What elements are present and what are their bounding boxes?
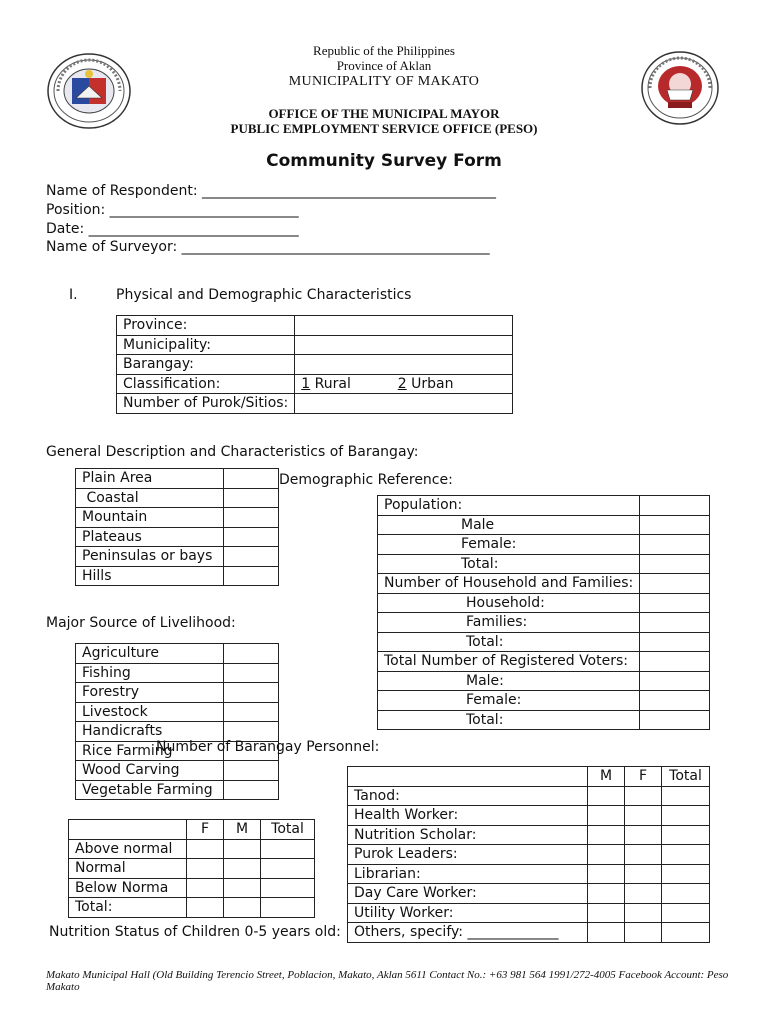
livelihood-input[interactable] — [224, 663, 279, 683]
nutrition-header-m: M — [224, 820, 261, 840]
nutrition-m-input[interactable] — [224, 898, 261, 918]
personnel-header-total: Total — [662, 767, 710, 787]
date-field[interactable]: Date: ______________________________ — [46, 221, 299, 237]
terrain-label: Hills — [76, 566, 224, 586]
personnel-header-blank — [348, 767, 588, 787]
province-input[interactable] — [295, 316, 513, 336]
personnel-total-input[interactable] — [662, 845, 710, 865]
nutrition-f-input[interactable] — [187, 878, 224, 898]
livelihood-label: Agriculture — [76, 644, 224, 664]
demographic-input[interactable] — [640, 671, 710, 691]
table-row — [378, 574, 710, 594]
personnel-label: Health Worker: — [348, 806, 588, 826]
demographic-label: Female: — [378, 691, 640, 711]
demographic-label: Total: — [378, 710, 640, 730]
terrain-input[interactable] — [224, 527, 279, 547]
nutrition-m-input[interactable] — [224, 859, 261, 879]
demographic-label: Population: — [378, 496, 640, 516]
municipality-label: Municipality: — [117, 335, 295, 355]
table-row — [76, 469, 279, 489]
demographic-input[interactable] — [640, 496, 710, 516]
livelihood-table — [75, 643, 279, 800]
nutrition-label: Above normal — [69, 839, 187, 859]
nutrition-m-input[interactable] — [224, 878, 261, 898]
livelihood-input[interactable] — [224, 683, 279, 703]
terrain-input[interactable] — [224, 488, 279, 508]
table-row — [378, 632, 710, 652]
personnel-label: Purok Leaders: — [348, 845, 588, 865]
livelihood-label: Rice Farming — [76, 741, 224, 761]
table-row — [348, 786, 710, 806]
header-office-mayor: OFFICE OF THE MUNICIPAL MAYOR — [268, 106, 500, 121]
terrain-label: Mountain — [76, 508, 224, 528]
table-row — [117, 374, 513, 394]
demographic-input[interactable] — [640, 632, 710, 652]
table-row — [117, 394, 513, 414]
table-row — [76, 527, 279, 547]
livelihood-label: Fishing — [76, 663, 224, 683]
demographic-label: Total: — [378, 632, 640, 652]
header-province: Province of Aklan — [336, 58, 432, 73]
terrain-input[interactable] — [224, 508, 279, 528]
livelihood-label: Vegetable Farming — [76, 780, 224, 800]
nutrition-header-blank — [69, 820, 187, 840]
table-row — [76, 780, 279, 800]
personnel-label: Librarian: — [348, 864, 588, 884]
demographic-input[interactable] — [640, 554, 710, 574]
demographic-input[interactable] — [640, 613, 710, 633]
demographic-label: Number of Household and Families: — [378, 574, 640, 594]
table-row — [76, 488, 279, 508]
position-field[interactable]: Position: ___________________________ — [46, 202, 299, 218]
personnel-title: Number of Barangay Personnel: — [156, 739, 380, 755]
terrain-label: Peninsulas or bays — [76, 547, 224, 567]
demographic-label: Total: — [378, 554, 640, 574]
urban-option-label: Urban — [406, 375, 454, 392]
terrain-input[interactable] — [224, 547, 279, 567]
nutrition-f-input[interactable] — [187, 839, 224, 859]
table-row — [348, 884, 710, 904]
table-row — [76, 644, 279, 664]
footer-address: Makato Municipal Hall (Old Building Terencio Street, Poblacion, Makato, Aklan 5611 Contact No.: +63 981 564 1991/272-4005 Facebook Account: Peso Makato — [46, 969, 729, 993]
demographic-label: Total Number of Registered Voters: — [378, 652, 640, 672]
purok-label: Number of Purok/Sitios: — [117, 394, 295, 414]
form-title: Community Survey Form — [266, 151, 502, 171]
table-row — [348, 767, 710, 787]
personnel-total-input[interactable] — [662, 864, 710, 884]
demographic-table — [377, 495, 710, 730]
personnel-m-input[interactable] — [588, 786, 625, 806]
table-row — [378, 613, 710, 633]
demographic-input[interactable] — [640, 710, 710, 730]
personnel-label: Nutrition Scholar: — [348, 825, 588, 845]
nutrition-label: Total: — [69, 898, 187, 918]
terrain-table — [75, 468, 279, 586]
surveyor-field[interactable]: Name of Surveyor: ____________________________________________ — [46, 239, 490, 255]
table-row — [69, 820, 315, 840]
terrain-input[interactable] — [224, 566, 279, 586]
demographic-title: Demographic Reference: — [279, 472, 453, 488]
table-row — [378, 515, 710, 535]
personnel-m-input[interactable] — [588, 806, 625, 826]
nutrition-total-input[interactable] — [261, 839, 315, 859]
personnel-header-f: F — [625, 767, 662, 787]
personnel-m-input[interactable] — [588, 923, 625, 943]
demographic-input[interactable] — [640, 691, 710, 711]
table-row — [69, 878, 315, 898]
personnel-label: Tanod: — [348, 786, 588, 806]
personnel-table — [347, 766, 710, 943]
personnel-f-input[interactable] — [625, 884, 662, 904]
table-row — [69, 898, 315, 918]
demographic-label: Male: — [378, 671, 640, 691]
personnel-header-m: M — [588, 767, 625, 787]
table-row — [117, 335, 513, 355]
personnel-total-input[interactable] — [662, 884, 710, 904]
personnel-f-input[interactable] — [625, 923, 662, 943]
personnel-m-input[interactable] — [588, 825, 625, 845]
table-row — [378, 535, 710, 555]
livelihood-label: Livestock — [76, 702, 224, 722]
table-row — [117, 355, 513, 375]
urban-option-number[interactable]: 2 — [397, 375, 407, 392]
table-row — [69, 839, 315, 859]
livelihood-input[interactable] — [224, 644, 279, 664]
rural-option-label: Rural — [310, 375, 351, 392]
personnel-total-input[interactable] — [662, 923, 710, 943]
demographic-label: Female: — [378, 535, 640, 555]
barangay-input[interactable] — [295, 355, 513, 375]
table-row — [69, 859, 315, 879]
table-row — [76, 547, 279, 567]
personnel-f-input[interactable] — [625, 786, 662, 806]
nutrition-label: Normal — [69, 859, 187, 879]
personnel-total-input[interactable] — [662, 825, 710, 845]
table-row — [348, 864, 710, 884]
personnel-f-input[interactable] — [625, 806, 662, 826]
nutrition-total-input[interactable] — [261, 898, 315, 918]
table-row — [76, 761, 279, 781]
personnel-total-input[interactable] — [662, 903, 710, 923]
header-municipality: MUNICIPALITY OF MAKATO — [288, 74, 480, 89]
table-row — [76, 683, 279, 703]
purok-input[interactable] — [295, 394, 513, 414]
physical-table — [116, 315, 513, 414]
table-row — [378, 710, 710, 730]
demographic-input[interactable] — [640, 515, 710, 535]
demographic-input[interactable] — [640, 535, 710, 555]
province-label: Province: — [117, 316, 295, 336]
personnel-total-input[interactable] — [662, 786, 710, 806]
table-row — [348, 845, 710, 865]
respondent-field[interactable]: Name of Respondent: __________________________________________ — [46, 183, 497, 199]
personnel-total-input[interactable] — [662, 806, 710, 826]
personnel-f-input[interactable] — [625, 825, 662, 845]
table-row — [348, 806, 710, 826]
municipality-input[interactable] — [295, 335, 513, 355]
table-row — [76, 566, 279, 586]
demographic-input[interactable] — [640, 593, 710, 613]
personnel-m-input[interactable] — [588, 845, 625, 865]
nutrition-table — [68, 819, 315, 918]
table-row — [378, 691, 710, 711]
personnel-f-input[interactable] — [625, 903, 662, 923]
personnel-label: Utility Worker: — [348, 903, 588, 923]
nutrition-label: Below Norma — [69, 878, 187, 898]
personnel-m-input[interactable] — [588, 864, 625, 884]
demographic-label: Household: — [378, 593, 640, 613]
livelihood-label: Forestry — [76, 683, 224, 703]
classification-options[interactable] — [295, 374, 513, 394]
table-row — [117, 316, 513, 336]
barangay-label: Barangay: — [117, 355, 295, 375]
terrain-label: Coastal — [76, 488, 224, 508]
nutrition-m-input[interactable] — [224, 839, 261, 859]
table-row — [76, 508, 279, 528]
table-row — [348, 923, 710, 943]
nutrition-header-total: Total — [261, 820, 315, 840]
personnel-m-input[interactable] — [588, 884, 625, 904]
livelihood-title: Major Source of Livelihood: — [46, 615, 236, 631]
livelihood-label: Handicrafts — [76, 722, 224, 742]
livelihood-input[interactable] — [224, 702, 279, 722]
personnel-label[interactable]: Others, specify: _____________ — [348, 923, 588, 943]
table-row — [378, 554, 710, 574]
header-republic: Republic of the Philippines — [313, 43, 455, 58]
header-office-peso: PUBLIC EMPLOYMENT SERVICE OFFICE (PESO) — [230, 121, 538, 136]
demographic-label: Male — [378, 515, 640, 535]
table-row — [76, 663, 279, 683]
table-row — [348, 825, 710, 845]
table-row — [378, 652, 710, 672]
general-description-title: General Description and Characteristics of Barangay: — [46, 444, 419, 460]
nutrition-f-input[interactable] — [187, 859, 224, 879]
nutrition-total-input[interactable] — [261, 878, 315, 898]
section-title: Physical and Demographic Characteristics — [116, 287, 412, 303]
table-row — [378, 593, 710, 613]
demographic-input[interactable] — [640, 652, 710, 672]
terrain-input[interactable] — [224, 469, 279, 489]
livelihood-label: Wood Carving — [76, 761, 224, 781]
rural-option-number[interactable]: 1 — [301, 375, 311, 392]
nutrition-caption: Nutrition Status of Children 0-5 years old: — [49, 924, 341, 940]
demographic-input[interactable] — [640, 574, 710, 594]
section-number: I. — [69, 287, 78, 303]
nutrition-header-f: F — [187, 820, 224, 840]
table-row — [348, 903, 710, 923]
personnel-label: Day Care Worker: — [348, 884, 588, 904]
livelihood-input[interactable] — [224, 761, 279, 781]
nutrition-f-input[interactable] — [187, 898, 224, 918]
livelihood-input[interactable] — [224, 780, 279, 800]
nutrition-total-input[interactable] — [261, 859, 315, 879]
terrain-label: Plain Area — [76, 469, 224, 489]
table-row — [76, 702, 279, 722]
table-row — [378, 671, 710, 691]
terrain-label: Plateaus — [76, 527, 224, 547]
table-row — [378, 496, 710, 516]
personnel-m-input[interactable] — [588, 903, 625, 923]
personnel-f-input[interactable] — [625, 864, 662, 884]
classification-label: Classification: — [117, 374, 295, 394]
personnel-f-input[interactable] — [625, 845, 662, 865]
demographic-label: Families: — [378, 613, 640, 633]
